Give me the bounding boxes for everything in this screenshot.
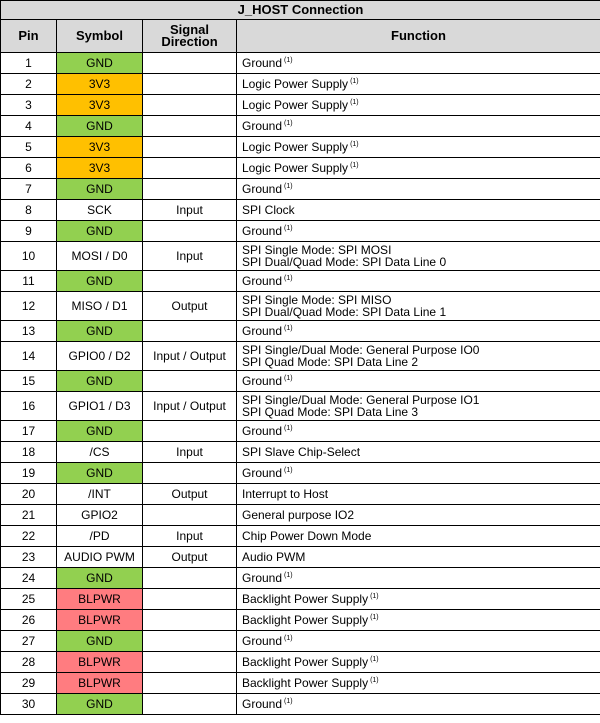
pin-cell: 12	[1, 292, 57, 321]
pin-cell: 22	[1, 526, 57, 547]
direction-cell	[143, 116, 237, 137]
table-row	[1, 342, 600, 371]
footnote-marker: (1)	[284, 57, 293, 64]
table-row	[1, 547, 600, 568]
pin-cell: 27	[1, 631, 57, 652]
function-text: Ground	[242, 424, 283, 438]
pin-cell: 30	[1, 694, 57, 715]
footnote-marker: (1)	[370, 656, 379, 663]
symbol-cell: 3V3	[57, 74, 143, 95]
table-row	[1, 179, 600, 200]
table-row	[1, 242, 600, 271]
function-line	[242, 78, 597, 90]
function-line	[242, 425, 597, 437]
direction-cell: Input	[143, 526, 237, 547]
pin-cell: 7	[1, 179, 57, 200]
direction-cell	[143, 631, 237, 652]
symbol-cell: GND	[57, 631, 143, 652]
function-text: SPI Dual/Quad Mode: SPI Data Line 1	[242, 305, 447, 319]
direction-cell	[143, 95, 237, 116]
function-text: Ground	[242, 466, 283, 480]
function-text: General purpose IO2	[242, 508, 355, 522]
pin-cell: 6	[1, 158, 57, 179]
symbol-cell: BLPWR	[57, 610, 143, 631]
function-text: Chip Power Down Mode	[242, 529, 372, 543]
function-cell	[237, 526, 600, 547]
table-row	[1, 53, 600, 74]
direction-cell: Output	[143, 292, 237, 321]
footnote-marker: (1)	[284, 698, 293, 705]
function-text: SPI Clock	[242, 203, 295, 217]
direction-cell: Input	[143, 442, 237, 463]
direction-cell: Input	[143, 200, 237, 221]
symbol-cell: 3V3	[57, 95, 143, 116]
function-line	[242, 162, 597, 174]
symbol-cell: GND	[57, 116, 143, 137]
function-text: Ground	[242, 697, 283, 711]
function-cell	[237, 631, 600, 652]
function-cell	[237, 442, 600, 463]
function-cell	[237, 321, 600, 342]
symbol-cell: GND	[57, 321, 143, 342]
function-line	[242, 141, 597, 153]
function-line	[242, 467, 597, 479]
table-row	[1, 158, 600, 179]
table-row	[1, 95, 600, 116]
function-cell	[237, 589, 600, 610]
function-cell	[237, 137, 600, 158]
direction-cell	[143, 505, 237, 526]
pin-cell: 26	[1, 610, 57, 631]
function-line	[242, 698, 597, 710]
function-line	[242, 614, 597, 626]
symbol-cell: GPIO2	[57, 505, 143, 526]
pin-cell: 3	[1, 95, 57, 116]
function-cell	[237, 271, 600, 292]
direction-cell	[143, 271, 237, 292]
function-line	[242, 635, 597, 647]
symbol-cell: GPIO1 / D3	[57, 392, 143, 421]
pin-cell: 19	[1, 463, 57, 484]
pin-cell: 23	[1, 547, 57, 568]
function-cell	[237, 371, 600, 392]
function-text: Ground	[242, 374, 283, 388]
footnote-marker: (1)	[284, 325, 293, 332]
footnote-marker: (1)	[350, 162, 359, 169]
function-text: Logic Power Supply	[242, 98, 349, 112]
symbol-cell: BLPWR	[57, 589, 143, 610]
direction-cell	[143, 137, 237, 158]
function-cell	[237, 342, 600, 371]
function-line	[242, 509, 597, 521]
pin-cell: 4	[1, 116, 57, 137]
table-row	[1, 137, 600, 158]
footnote-marker: (1)	[284, 635, 293, 642]
table-title: J_HOST Connection	[1, 1, 600, 20]
pin-cell: 24	[1, 568, 57, 589]
symbol-cell: SCK	[57, 200, 143, 221]
function-text: Ground	[242, 571, 283, 585]
pin-cell: 29	[1, 673, 57, 694]
function-text: Ground	[242, 634, 283, 648]
function-line	[242, 406, 597, 418]
pin-cell: 5	[1, 137, 57, 158]
table-row	[1, 421, 600, 442]
pin-cell: 18	[1, 442, 57, 463]
function-text: Ground	[242, 224, 283, 238]
footnote-marker: (1)	[370, 593, 379, 600]
function-cell	[237, 200, 600, 221]
table-row	[1, 505, 600, 526]
function-line	[242, 99, 597, 111]
function-cell	[237, 568, 600, 589]
symbol-cell: /CS	[57, 442, 143, 463]
table-row	[1, 652, 600, 673]
footnote-marker: (1)	[284, 120, 293, 127]
table-row	[1, 694, 600, 715]
function-text: Backlight Power Supply	[242, 613, 369, 627]
function-line	[242, 225, 597, 237]
symbol-cell: AUDIO PWM	[57, 547, 143, 568]
table-row	[1, 74, 600, 95]
pin-cell: 13	[1, 321, 57, 342]
table-row	[1, 568, 600, 589]
footnote-marker: (1)	[370, 677, 379, 684]
function-text: Ground	[242, 274, 283, 288]
direction-cell	[143, 610, 237, 631]
function-text: Interrupt to Host	[242, 487, 329, 501]
function-cell	[237, 694, 600, 715]
pin-cell: 2	[1, 74, 57, 95]
table-row	[1, 442, 600, 463]
pin-cell: 21	[1, 505, 57, 526]
symbol-cell: GND	[57, 53, 143, 74]
function-text: Backlight Power Supply	[242, 592, 369, 606]
pin-cell: 17	[1, 421, 57, 442]
function-cell	[237, 547, 600, 568]
footnote-marker: (1)	[284, 572, 293, 579]
table-row	[1, 526, 600, 547]
symbol-cell: /PD	[57, 526, 143, 547]
function-line	[242, 572, 597, 584]
footnote-marker: (1)	[370, 614, 379, 621]
footnote-marker: (1)	[350, 99, 359, 106]
symbol-cell: GND	[57, 221, 143, 242]
function-cell	[237, 292, 600, 321]
symbol-cell: GND	[57, 271, 143, 292]
function-cell	[237, 421, 600, 442]
function-cell	[237, 95, 600, 116]
pin-cell: 1	[1, 53, 57, 74]
symbol-cell: BLPWR	[57, 652, 143, 673]
direction-cell	[143, 371, 237, 392]
header-pin: Pin	[1, 20, 57, 53]
function-cell	[237, 652, 600, 673]
function-cell	[237, 53, 600, 74]
direction-cell	[143, 463, 237, 484]
footnote-marker: (1)	[284, 275, 293, 282]
direction-cell	[143, 694, 237, 715]
function-line	[242, 446, 597, 458]
function-text: Logic Power Supply	[242, 161, 349, 175]
symbol-cell: BLPWR	[57, 673, 143, 694]
function-text: Backlight Power Supply	[242, 655, 369, 669]
table-row	[1, 271, 600, 292]
symbol-cell: MISO / D1	[57, 292, 143, 321]
table-row	[1, 610, 600, 631]
symbol-cell: GND	[57, 463, 143, 484]
pin-cell: 25	[1, 589, 57, 610]
function-text: SPI Single Mode: SPI MISO	[242, 293, 392, 307]
direction-cell	[143, 673, 237, 694]
function-line	[242, 275, 597, 287]
table-row	[1, 673, 600, 694]
table-row	[1, 484, 600, 505]
direction-cell: Input	[143, 242, 237, 271]
function-cell	[237, 242, 600, 271]
header-symbol: Symbol	[57, 20, 143, 53]
function-line	[242, 204, 597, 216]
table-row	[1, 463, 600, 484]
function-text: Backlight Power Supply	[242, 676, 369, 690]
footnote-marker: (1)	[350, 78, 359, 85]
pin-cell: 16	[1, 392, 57, 421]
direction-cell	[143, 421, 237, 442]
function-cell	[237, 505, 600, 526]
function-line	[242, 593, 597, 605]
function-line	[242, 375, 597, 387]
header-direction-line1: Signal	[169, 22, 209, 37]
function-cell	[237, 74, 600, 95]
function-text: SPI Quad Mode: SPI Data Line 2	[242, 355, 419, 369]
pin-cell: 10	[1, 242, 57, 271]
function-cell	[237, 463, 600, 484]
symbol-cell: GND	[57, 694, 143, 715]
direction-cell	[143, 221, 237, 242]
pin-cell: 15	[1, 371, 57, 392]
pin-cell: 11	[1, 271, 57, 292]
function-text: Logic Power Supply	[242, 140, 349, 154]
table-row	[1, 589, 600, 610]
function-text: SPI Slave Chip-Select	[242, 445, 361, 459]
table-row	[1, 392, 600, 421]
footnote-marker: (1)	[350, 141, 359, 148]
function-line	[242, 306, 597, 318]
function-cell	[237, 116, 600, 137]
symbol-cell: GND	[57, 179, 143, 200]
direction-cell	[143, 53, 237, 74]
function-cell	[237, 673, 600, 694]
direction-cell	[143, 321, 237, 342]
function-cell	[237, 484, 600, 505]
function-cell	[237, 179, 600, 200]
function-line	[242, 677, 597, 689]
pin-cell: 9	[1, 221, 57, 242]
function-line	[242, 356, 597, 368]
function-cell	[237, 158, 600, 179]
table-row	[1, 221, 600, 242]
pin-cell: 14	[1, 342, 57, 371]
function-text: SPI Single Mode: SPI MOSI	[242, 243, 392, 257]
header-direction-line2: Direction	[161, 34, 218, 49]
function-text: Ground	[242, 56, 283, 70]
direction-cell	[143, 652, 237, 673]
table-row	[1, 116, 600, 137]
direction-cell	[143, 158, 237, 179]
function-line	[242, 120, 597, 132]
function-text: SPI Single/Dual Mode: General Purpose IO0	[242, 343, 480, 357]
function-cell	[237, 392, 600, 421]
symbol-cell: GND	[57, 568, 143, 589]
function-cell	[237, 610, 600, 631]
table-row	[1, 292, 600, 321]
footnote-marker: (1)	[284, 375, 293, 382]
table-row	[1, 321, 600, 342]
function-line	[242, 57, 597, 69]
function-line	[242, 488, 597, 500]
function-line	[242, 183, 597, 195]
direction-cell: Output	[143, 547, 237, 568]
footnote-marker: (1)	[284, 425, 293, 432]
direction-cell	[143, 179, 237, 200]
direction-cell	[143, 74, 237, 95]
function-line	[242, 256, 597, 268]
direction-cell	[143, 589, 237, 610]
direction-cell	[143, 568, 237, 589]
symbol-cell: GND	[57, 371, 143, 392]
function-text: Ground	[242, 119, 283, 133]
function-text: Ground	[242, 182, 283, 196]
table-row	[1, 200, 600, 221]
footnote-marker: (1)	[284, 225, 293, 232]
symbol-cell: GPIO0 / D2	[57, 342, 143, 371]
direction-cell: Input / Output	[143, 342, 237, 371]
function-line	[242, 551, 597, 563]
function-text: SPI Single/Dual Mode: General Purpose IO1	[242, 393, 480, 407]
function-line	[242, 656, 597, 668]
symbol-cell: MOSI / D0	[57, 242, 143, 271]
function-text: Audio PWM	[242, 550, 306, 564]
function-cell	[237, 221, 600, 242]
symbol-cell: 3V3	[57, 158, 143, 179]
header-function: Function	[237, 20, 600, 53]
function-line	[242, 530, 597, 542]
pin-cell: 8	[1, 200, 57, 221]
symbol-cell: /INT	[57, 484, 143, 505]
pin-cell: 28	[1, 652, 57, 673]
footnote-marker: (1)	[284, 467, 293, 474]
symbol-cell: 3V3	[57, 137, 143, 158]
function-text: SPI Dual/Quad Mode: SPI Data Line 0	[242, 255, 447, 269]
direction-cell: Output	[143, 484, 237, 505]
function-text: Ground	[242, 324, 283, 338]
function-text: Logic Power Supply	[242, 77, 349, 91]
table-row	[1, 371, 600, 392]
function-line	[242, 325, 597, 337]
symbol-cell: GND	[57, 421, 143, 442]
table-body	[1, 53, 600, 715]
footnote-marker: (1)	[284, 183, 293, 190]
table-row	[1, 631, 600, 652]
header-signal-direction	[143, 20, 237, 53]
pin-cell: 20	[1, 484, 57, 505]
function-text: SPI Quad Mode: SPI Data Line 3	[242, 405, 419, 419]
direction-cell: Input / Output	[143, 392, 237, 421]
